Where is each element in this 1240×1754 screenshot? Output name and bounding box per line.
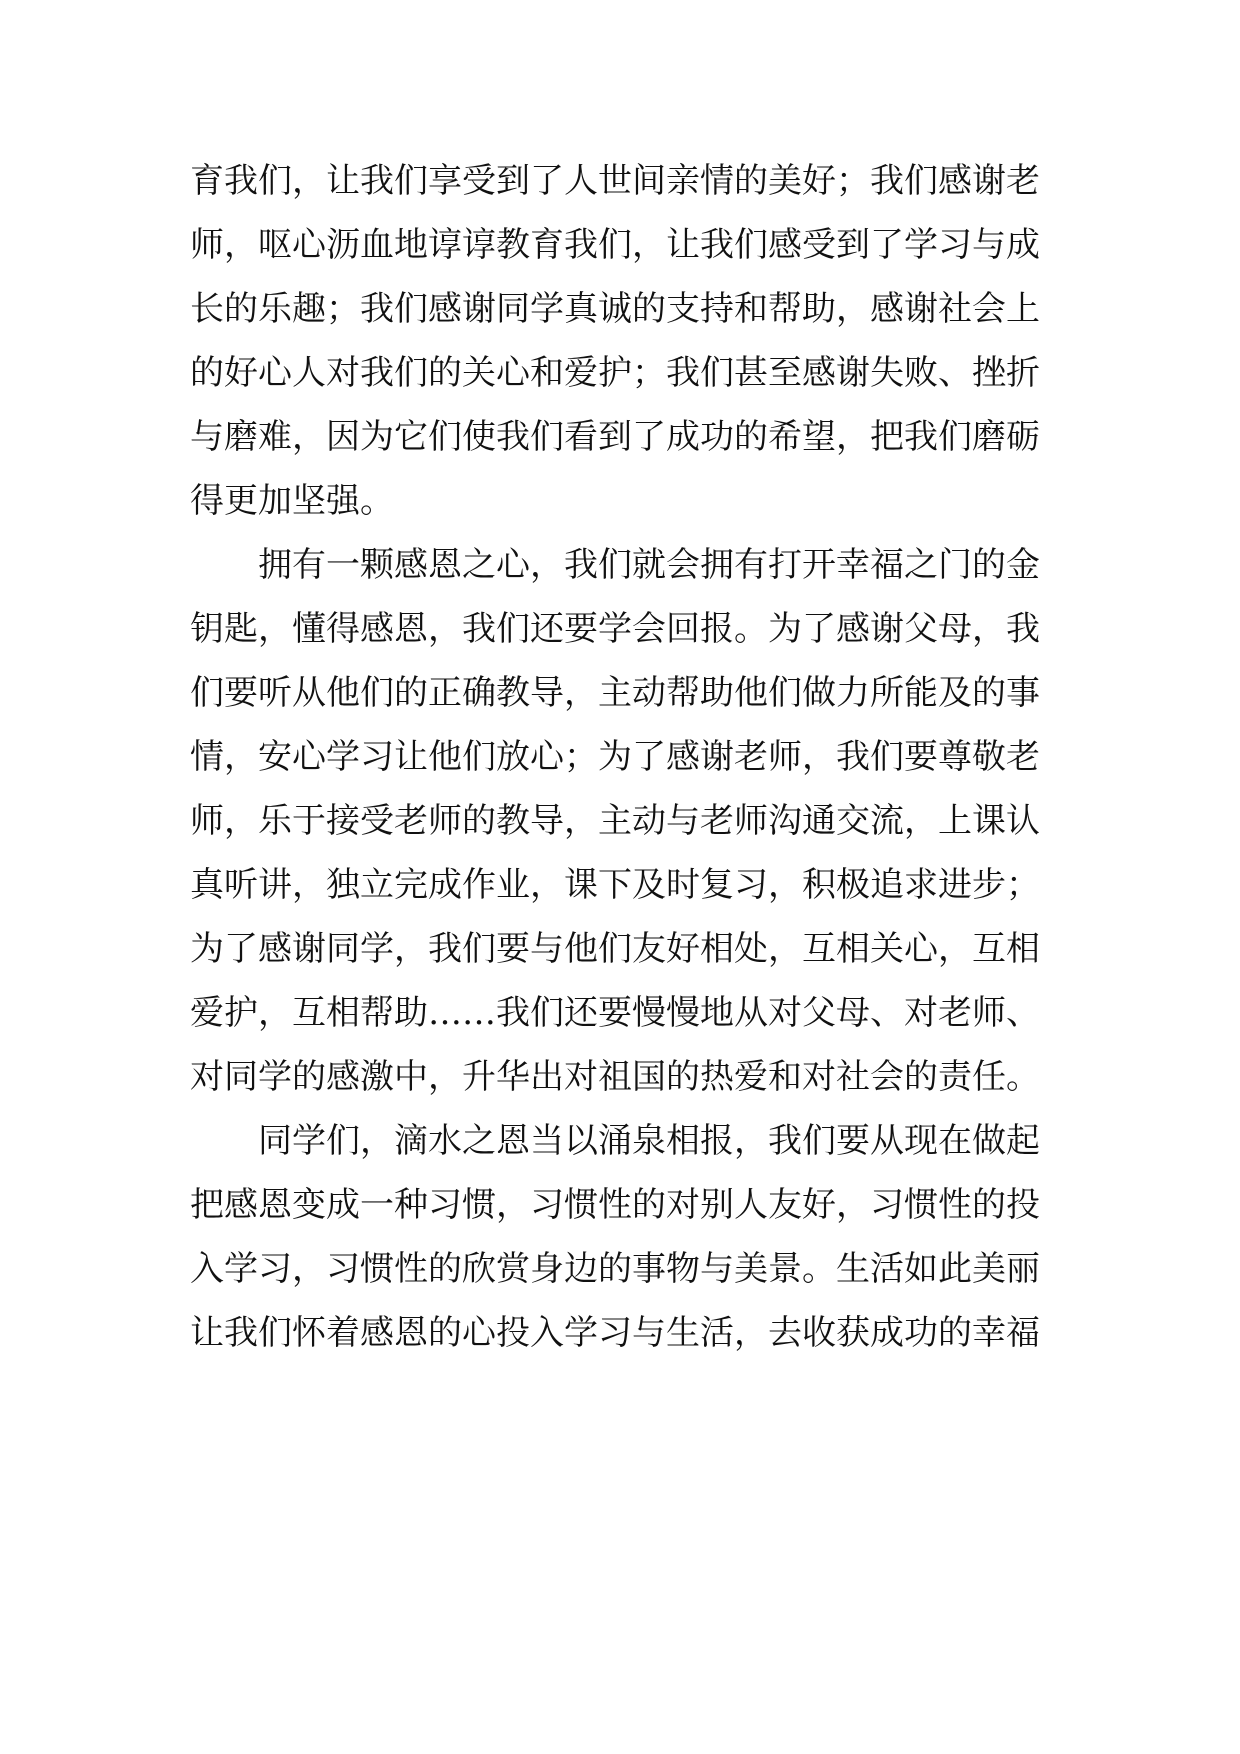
body-line-17: 把感恩变成一种习惯，习惯性的对别人友好，习惯性的投: [190, 1185, 1040, 1225]
body-line-5: 与磨难，因为它们使我们看到了成功的希望，把我们磨砺: [190, 417, 1040, 457]
body-line-8: 钥匙，懂得感恩，我们还要学会回报。为了感谢父母，我: [190, 609, 1040, 649]
body-line-10: 情，安心学习让他们放心；为了感谢老师，我们要尊敬老: [190, 737, 1040, 777]
body-line-2: 师，呕心沥血地谆谆教育我们，让我们感受到了学习与成: [190, 225, 1040, 265]
body-line-9: 们要听从他们的正确教导，主动帮助他们做力所能及的事: [190, 673, 1040, 713]
body-line-19: 让我们怀着感恩的心投入学习与生活，去收获成功的幸福: [190, 1313, 1040, 1353]
body-line-4: 的好心人对我们的关心和爱护；我们甚至感谢失败、挫折: [190, 353, 1040, 393]
paragraph-2-line-1: 拥有一颗感恩之心，我们就会拥有打开幸福之门的金: [258, 545, 1040, 585]
body-line-6: 得更加坚强。: [190, 481, 394, 521]
body-line-14: 爱护，互相帮助……我们还要慢慢地从对父母、对老师、: [190, 993, 1040, 1033]
body-line-3: 长的乐趣；我们感谢同学真诚的支持和帮助，感谢社会上: [190, 289, 1040, 329]
body-line-12: 真听讲，独立完成作业，课下及时复习，积极追求进步；: [190, 865, 1040, 905]
paragraph-3-line-1: 同学们，滴水之恩当以涌泉相报，我们要从现在做起: [258, 1121, 1040, 1161]
body-line-13: 为了感谢同学，我们要与他们友好相处，互相关心，互相: [190, 929, 1040, 969]
body-line-15: 对同学的感激中，升华出对祖国的热爱和对社会的责任。: [190, 1057, 1040, 1097]
body-line-11: 师，乐于接受老师的教导，主动与老师沟通交流，上课认: [190, 801, 1040, 841]
body-line-18: 入学习，习惯性的欣赏身边的事物与美景。生活如此美丽: [190, 1249, 1040, 1289]
body-line-1: 育我们，让我们享受到了人世间亲情的美好；我们感谢老: [190, 161, 1040, 201]
